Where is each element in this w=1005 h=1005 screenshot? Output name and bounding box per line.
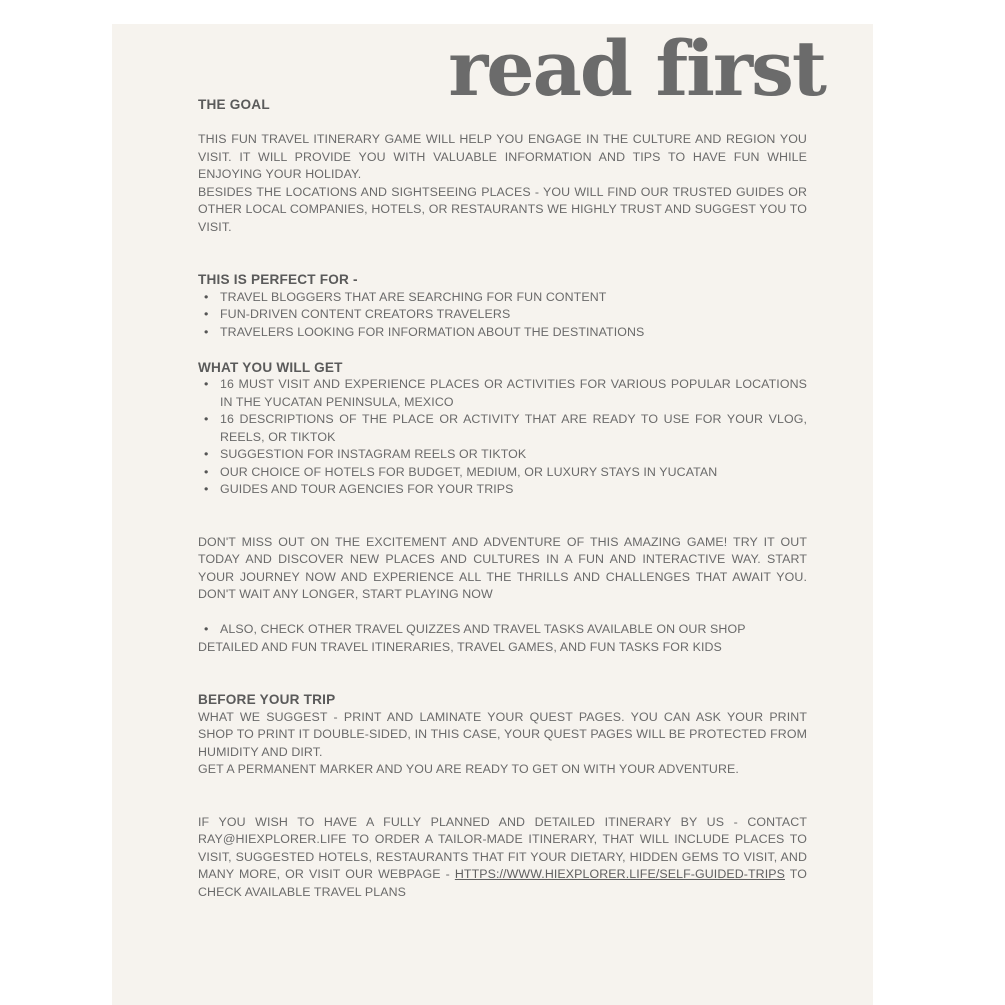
also-list [198, 621, 807, 639]
perfect-for-heading: THIS IS PERFECT FOR - [198, 272, 358, 287]
also-continuation: DETAILED AND FUN TRAVEL ITINERARIES, TRAVEL GAMES, AND FUN TASKS FOR KIDS [198, 639, 722, 654]
before-trip-paragraph-1: WHAT WE SUGGEST - PRINT AND LAMINATE YOUR QUEST PAGES. YOU CAN ASK YOUR PRINT SHOP TO PRINT IT DOUBLE-SIDED, IN THIS CASE, YOUR QUEST PAGES WILL BE PROTECTED FROM HUMIDITY AND DIRT. [198, 709, 807, 759]
list-item: • FUN-DRIVEN CONTENT CREATORS TRAVELERS [220, 306, 807, 324]
goal-paragraph-2: BESIDES THE LOCATIONS AND SIGHTSEEING PLACES - YOU WILL FIND OUR TRUSTED GUIDES OR OTHER LOCAL COMPANIES, HOTELS, OR RESTAURANTS WE HIGHLY TRUST AND SUGGEST YOU TO VISIT. [198, 184, 807, 234]
list-item: • SUGGESTION FOR INSTAGRAM REELS OR TIKTOK [220, 446, 807, 464]
perfect-for-list [198, 289, 807, 342]
document-page [112, 24, 873, 1005]
list-item: • ALSO, CHECK OTHER TRAVEL QUIZZES AND TRAVEL TASKS AVAILABLE ON OUR SHOP [220, 621, 807, 639]
excitement-paragraph: DON'T MISS OUT ON THE EXCITEMENT AND ADVENTURE OF THIS AMAZING GAME! TRY IT OUT TODAY AND DISCOVER NEW PLACES AND CULTURES IN A FUN AND INTERACTIVE WAY. START YOUR JOURNEY NOW AND EXPERIENCE ALL THE THRILLS AND CHALLENGES THAT AWAIT YOU. DON'T WAIT ANY LONGER, START PLAYING NOW [198, 534, 807, 601]
list-item: • TRAVELERS LOOKING FOR INFORMATION ABOUT THE DESTINATIONS [220, 324, 807, 342]
contact-link-suffix: TO CHECK AVAILABLE TRAVEL PLANS [198, 867, 807, 899]
goal-heading: THE GOAL [198, 97, 270, 112]
list-item: • OUR CHOICE OF HOTELS FOR BUDGET, MEDIUM, OR LUXURY STAYS IN YUCATAN [220, 464, 807, 482]
document-body [198, 96, 807, 901]
page-title: read first [448, 24, 825, 113]
goal-paragraph-1: THIS FUN TRAVEL ITINERARY GAME WILL HELP YOU ENGAGE IN THE CULTURE AND REGION YOU VISIT. IT WILL PROVIDE YOU WITH VALUABLE INFORMATION AND TIPS TO HAVE FUN WHILE ENJOYING YOUR HOLIDAY. [198, 132, 807, 181]
self-guided-trips-link[interactable]: HTTPS://WWW.HIEXPLORER.LIFE/SELF-GUIDED-TRIPS [454, 867, 785, 881]
list-item: • 16 MUST VISIT AND EXPERIENCE PLACES OR ACTIVITIES FOR VARIOUS POPULAR LOCATIONS IN THE YUCATAN PENINSULA, MEXICO [220, 376, 807, 411]
what-you-get-list [198, 376, 807, 499]
list-item: • 16 DESCRIPTIONS OF THE PLACE OR ACTIVITY THAT ARE READY TO USE FOR YOUR VLOG, REELS, OR TIKTOK [220, 411, 807, 446]
before-trip-paragraph-2: GET A PERMANENT MARKER AND YOU ARE READY TO GET ON WITH YOUR ADVENTURE. [198, 762, 739, 776]
list-item: • GUIDES AND TOUR AGENCIES FOR YOUR TRIPS [220, 481, 807, 499]
contact-text: IF YOU WISH TO HAVE A FULLY PLANNED AND DETAILED ITINERARY BY US - CONTACT RAY@HIEXPLORER.LIFE TO ORDER A TAILOR-MADE ITINERARY, THAT WILL INCLUDE PLACES TO VISIT, SUGGESTED HOTELS, RESTAURANTS THAT FIT YOUR DIETARY, HIDDEN GEMS TO VISIT, AND MANY MORE, OR VISIT OUR WEBPAGE - [198, 814, 807, 881]
list-item: • TRAVEL BLOGGERS THAT ARE SEARCHING FOR FUN CONTENT [220, 289, 807, 307]
contact-paragraph [198, 814, 807, 902]
before-trip-heading: BEFORE YOUR TRIP [198, 692, 336, 707]
what-you-get-heading: WHAT YOU WILL GET [198, 359, 343, 375]
